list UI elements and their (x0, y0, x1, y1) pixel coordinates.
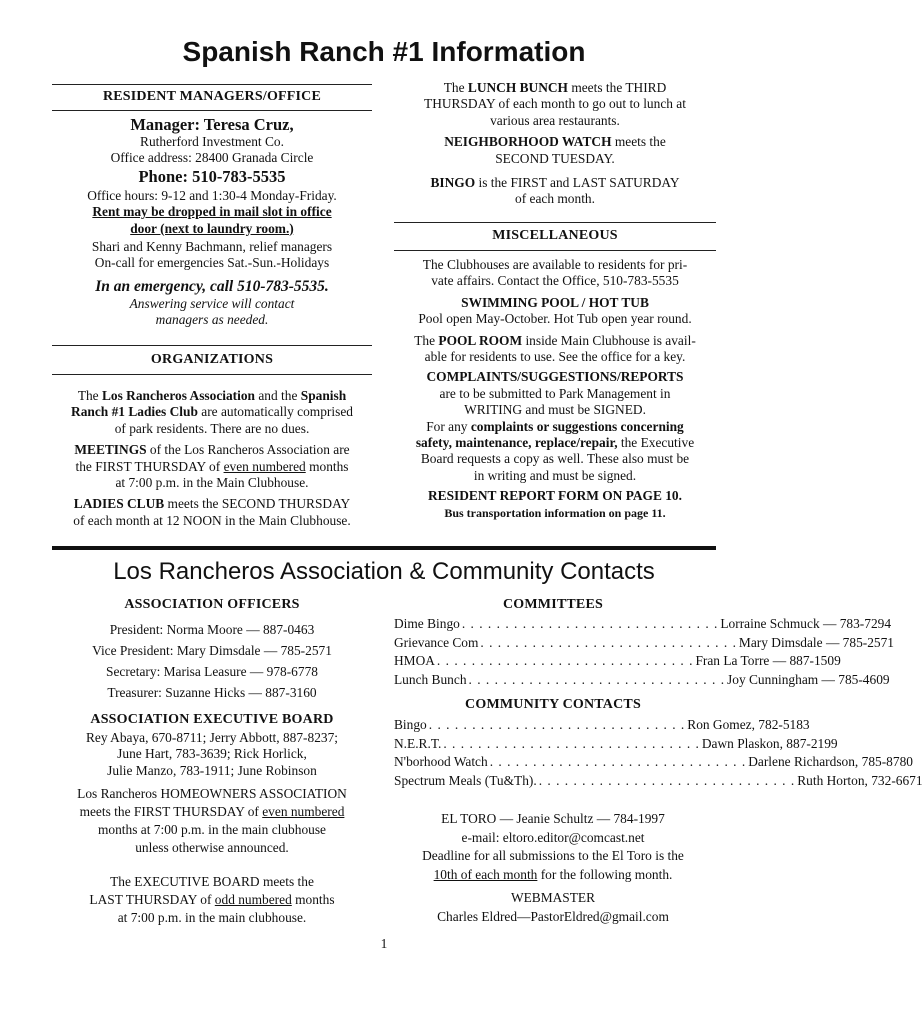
office-address: Office address: 28400 Granada Circle (110, 150, 314, 166)
managers-block (52, 115, 372, 329)
answering-service-2: managers as needed. (155, 312, 269, 328)
answering-service-1: Answering service will contact (129, 295, 295, 311)
contact-person: Ruth Horton, 732-6671 (797, 772, 923, 788)
community-contact-row (394, 735, 838, 754)
committee-row (394, 634, 895, 653)
rent-note-2: door (next to laundry room.) (130, 220, 294, 236)
office-phone: Phone: 510-783-5535 (138, 166, 286, 186)
divider (394, 222, 716, 223)
manager-name: Manager: Teresa Cruz, (130, 115, 294, 134)
committee-row (394, 671, 890, 690)
webmaster-heading: WEBMASTER (510, 890, 596, 905)
rent-note-1: Rent may be dropped in mail slot in office (92, 204, 332, 220)
community-contact-row (394, 772, 923, 791)
managers-heading: RESIDENT MANAGERS/OFFICE (102, 89, 322, 104)
contact-role: Lunch Bunch (394, 671, 467, 687)
contact-role: Grievance Com (394, 634, 479, 650)
relief-oncall: On-call for emergencies Sat.-Sun.-Holidays (94, 255, 330, 271)
eltoro-deadline: Deadline for all submissions to the El Toro is the (422, 848, 684, 863)
page-title: Spanish Ranch #1 Information (182, 36, 586, 67)
contact-person: Ron Gomez, 782-5183 (687, 717, 810, 732)
right-column-upper: The LUNCH BUNCH meets the THIRD THURSDAY of each month to go out to lunch at various area restaurants. NEIGHBORHOOD WATCH meets the SECOND TUESDAY. BINGO is the FIRST and LAST SATURDAY of each month. (424, 80, 686, 207)
contact-role: Dime Bingo (394, 616, 460, 631)
leader-dots: . . . . . . . . . . . . . . . . . . . . . . . . . . . . . . (480, 634, 737, 650)
organizations-heading: ORGANIZATIONS (150, 352, 274, 367)
contact-person: Dawn Plaskon, 887-2199 (701, 735, 838, 751)
community-contact-row (394, 753, 913, 772)
section-title: Los Rancheros Association & Community Contacts (113, 558, 655, 585)
officers-block: ASSOCIATION OFFICERS President: Norma Moore — 887-0463 Vice President: Mary Dimsdale — 785-2571 Secretary: Marisa Leasure — 978-6778 Treasurer: Suzanne Hicks — 887-3160 ASSOCIATION EXECUTIVE BOARD Rey Abaya, 670-8711; Jerry Abbott, 887-8237; June Hart, 783-3639; Rick Horlick, Julie Manzo, 783-1911; June Robinson Los Rancheros HOMEOWNERS ASSOCIATION meets the FIRST THURSDAY of even numbered months at 7:00 p.m. in the main clubhouse unless otherwise announced. The EXECUTIVE BOARD meets the LAST THURSDAY of odd numbered months at 7:00 p.m. in the main clubhouse. (77, 597, 347, 926)
leader-dots: . . . . . . . . . . . . . . . . . . . . . . . . . . . . . . (443, 735, 700, 751)
leader-dots: . . . . . . . . . . . . . . . . . . . . . . . . . . . . . . (428, 717, 686, 732)
contact-role: Spectrum Meals (Tu&Th). (394, 772, 537, 788)
miscellaneous-text: The Clubhouses are available to residents for pri- vate affairs. Contact the Office, 510-783-5535 SWIMMING POOL / HOT TUB Pool open May-October. Hot Tub open year round. The POOL ROOM inside Main Clubhouse is avail- able for residents to use. See the office for a key. COMPLAINTS/SUGGESTIONS/REPORTS are to be submitted to Park Management in WRITING and must be SIGNED. For any complaints or suggestions concerning safety, maintenance, replace/repair, the Executive Board requests a copy as well. These also must be in writing and must be signed. RESIDENT REPORT FORM ON PAGE 10. Bus transportation information on page 11. (414, 257, 696, 520)
company: Rutherford Investment Co. (140, 134, 284, 149)
eltoro-email[interactable]: e-mail: eltoro.editor@comcast.net (461, 829, 645, 845)
committee-row (394, 652, 841, 671)
webmaster-contact[interactable]: Charles Eldred—PastorEldred@gmail.com (437, 908, 669, 924)
divider (52, 374, 372, 375)
contact-person: Fran La Torre — 887-1509 (695, 653, 841, 668)
section-divider (52, 546, 716, 550)
emergency-line: In an emergency, call 510-783-5535. (95, 277, 329, 295)
page-number: 1 (380, 936, 388, 951)
divider (52, 84, 372, 85)
community-contact-row (394, 716, 810, 735)
contact-person: Darlene Richardson, 785-8780 (748, 754, 913, 769)
leader-dots: . . . . . . . . . . . . . . . . . . . . . . . . . . . . . . (468, 671, 726, 687)
contact-person: Lorraine Schmuck — 783-7294 (720, 616, 892, 631)
eltoro-contact: EL TORO — Jeanie Schultz — 784-1997 (441, 811, 665, 826)
contact-role: N'borhood Watch (394, 754, 488, 769)
leader-dots: . . . . . . . . . . . . . . . . . . . . . . . . . . . . . . (436, 653, 694, 668)
divider (52, 110, 372, 111)
divider (52, 345, 372, 346)
committee-row (394, 615, 892, 634)
contact-role: Bingo (394, 717, 427, 732)
leader-dots: . . . . . . . . . . . . . . . . . . . . . . . . . . . . . . (461, 616, 719, 631)
committees-block: COMMITTEES Dime Bingo . . . . . . . . . . . . . . . . . . . . . . . . . . . . . . Lorraine Schmuck — 783-7294 Grievance Com . . . . . . . . . . . . . . . . . . . . . . . . . . . . . . Mary Dimsdale — 785-2571 HMOA . . . . . . . . . . . . . . . . . . . . . . . . . . . . . . Fran La Torre — 887-1509 Lunch Bunch . . . . . . . . . . . . . . . . . . . . . . . . . . . . . . Joy Cunningham — 785-4609 COMMUNITY CONTACTS Bingo . . . . . . . . . . . . . . . . . . . . . . . . . . . . . . Ron Gomez, 782-5183 N.E.R.T. . . . . . . . . . . . . . . . . . . . . . . . . . . . . . . Dawn Plaskon, 887-2199 N'borhood Watch . . . . . . . . . . . . . . . . . . . . . . . . . . . . . . Darlene Richardson, 785-8780 Spectrum Meals (Tu&Th). . . . . . . . . . . . . . . . . . . . . . . . . . . . . . . Ruth Horton, 732-6671 EL TORO — Jeanie Schultz — 784-1997 e-mail: eltoro.editor@comcast.net Deadline for all submissions to the El Toro is the 10th of each month for the following month. WEBMASTER Charles Eldred—PastorEldred@gmail.com (394, 597, 712, 926)
office-hours: Office hours: 9-12 and 1:30-4 Monday-Friday. (87, 187, 337, 203)
contact-person: Mary Dimsdale — 785-2571 (738, 634, 895, 650)
contact-person: Joy Cunningham — 785-4609 (727, 671, 890, 687)
contact-role: N.E.R.T. (394, 735, 442, 751)
contact-role: HMOA (394, 653, 435, 668)
organizations-text: The Los Rancheros Association and the Spanish Ranch #1 Ladies Club are automatically comprised of park residents. There are no dues. MEETINGS of the Los Rancheros Association are the FIRST THURSDAY of even numbered months at 7:00 p.m. in the Main Clubhouse. LADIES CLUB meets the SECOND THURSDAY of each month at 12 NOON in the Main Clubhouse. (71, 388, 353, 528)
divider (394, 250, 716, 251)
miscellaneous-heading: MISCELLANEOUS (492, 228, 618, 243)
relief-managers: Shari and Kenny Bachmann, relief managers (91, 239, 333, 255)
leader-dots: . . . . . . . . . . . . . . . . . . . . . . . . . . . . . . (538, 772, 796, 788)
leader-dots: . . . . . . . . . . . . . . . . . . . . . . . . . . . . . . (489, 754, 747, 769)
